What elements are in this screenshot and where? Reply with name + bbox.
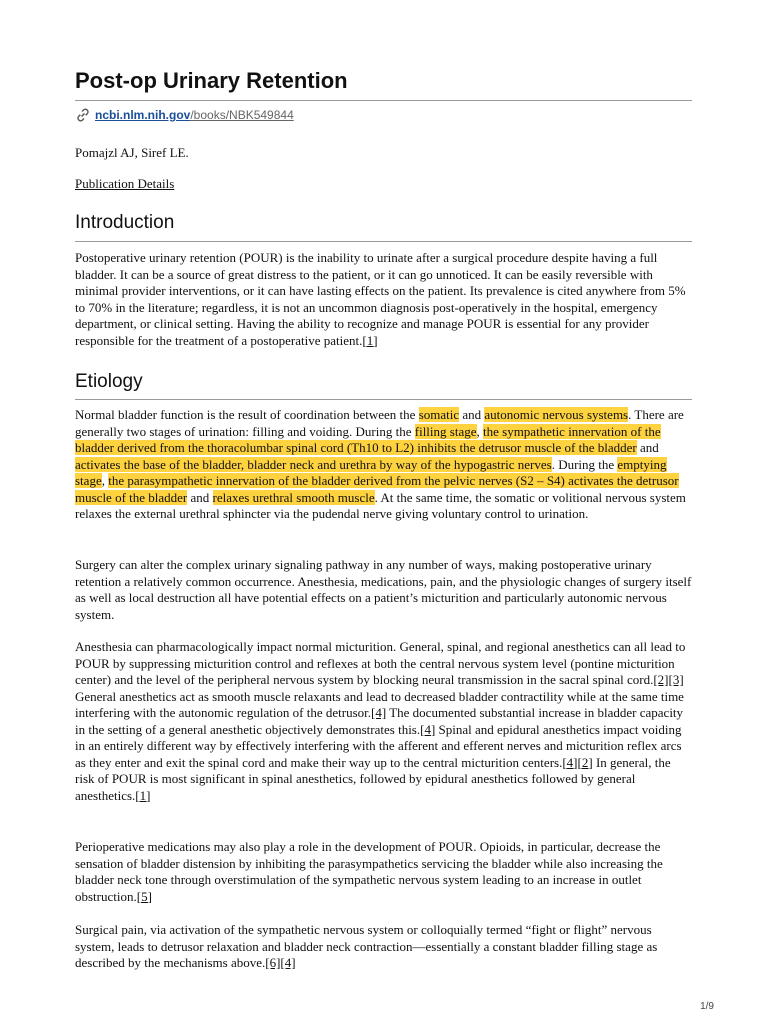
highlighted-text: somatic [418,407,460,422]
source-domain[interactable]: ncbi.nlm.nih.gov [95,108,191,122]
citation-link[interactable]: [2] [653,672,669,687]
source-path[interactable]: /books/NBK549844 [190,108,294,122]
text-run: , [101,473,109,488]
source-link[interactable] [75,107,294,123]
page-number: 1/9 [700,1001,714,1012]
citation-link[interactable]: [2] [577,754,593,770]
citation-link[interactable]: [6] [265,955,281,970]
highlighted-text: filling stage [414,423,477,439]
citation-link[interactable]: [1] [362,332,378,348]
text-run: . During the [551,456,618,472]
text-run: Surgical pain, via activation of the sympathetic nervous system or colloquially termed “fight or flight” nervous system, leads to detrusor relaxation and bladder neck contraction—essentially a constant bladder filling stage as described by the mechanisms above. [75,922,658,970]
highlighted-text: relaxes urethral smooth muscle [212,489,375,505]
publication-details-link[interactable]: Publication Details [75,176,175,191]
etiology-paragraph-4 [75,839,692,905]
text-run: Anesthesia can pharmacologically impact normal micturition. General, spinal, and regional anesthetics can all lead to POUR by suppressing micturition control and reflexes at both the central nervous system level (pontine micturition center) and the level of the peripheral nervous system by blocking neural transmission in the sacral spinal cord. [75,639,686,687]
text-run: Perioperative medications may also play a role in the development of POUR. Opioids, in particular, decrease the sensation of bladder distension by inhibiting the parasympathetics servicing the bladder while also increasing the bladder neck tone through overstimulation of the sympathetic nervous system leading to an increase in outlet obstruction. [75,839,663,904]
text-run: and [459,407,485,422]
highlighted-text: the parasympathetic innervation of the bladder derived from the pelvic nerves (S2 – S4) activates the detrusor muscle of the bladder [75,473,679,505]
highlighted-text: the sympathetic innervation of the bladder derived from the thoracolumbar spinal cord (Th10 to L2) inhibits the detrusor muscle of the bladder [75,423,661,455]
citation-link[interactable]: [4] [280,955,296,970]
citation-link[interactable]: [4] [420,721,436,737]
citation-link[interactable]: [3] [668,672,684,687]
text-run: Normal bladder function is the result of coordination between the [75,407,419,422]
citation-link[interactable]: [1] [135,787,151,803]
section-heading-introduction: Introduction [75,212,175,233]
title-divider [75,100,692,101]
intro-text: Postoperative urinary retention (POUR) is the inability to urinate after a surgical procedure despite having a full bladder. It can be a source of great distress to the patient, or it can go unnoticed. It can be easily reversible with minimal provider interventions, or it can have lasting effects on the patient. Its prevalence is cited anywhere from 5% to 70% in the literature; regardless, it is not an uncommon diagnosis post-operatively in the hospital, emergency department, or clinical setting. Having the ability to recognize and manage POUR is essential for any provider responsible for the treatment of a postoperative patient. [75,250,686,348]
etiology-paragraph-2: Surgery can alter the complex urinary signaling pathway in any number of ways, making postoperative urinary retention a relatively common occurrence. Anesthesia, medications, pain, and the physiologic changes of surgery itself as well as local destruction all have potential effects on a patient’s micturition and particularly autonomic nervous system. [75,557,692,622]
section-heading-etiology: Etiology [75,371,143,392]
text-run: In general, the risk of POUR is most significant in spinal anesthetics, followed by epidural anesthetics followed by general anesthetics. [75,754,671,803]
highlighted-text: activates the base of the bladder, bladder neck and urethra by way of the hypogastric nerves [75,456,552,472]
etiology-divider [75,399,692,400]
etiology-paragraph-3 [75,639,692,804]
text-run: The documented substantial increase in bladder capacity in the setting of a general anesthetic objectively demonstrates this. [75,705,684,737]
citation-link[interactable]: [5] [136,888,152,904]
page-title: Post-op Urinary Retention [75,68,348,93]
citation-link[interactable]: [4] [562,754,578,770]
text-run: Spinal and epidural anesthetics impact voiding in an entirely different way by effectively interfering with the afferent and efferent nerves and micturition reflex arcs as they enter and exit the spinal cord and make their way up to the central micturition centers. [75,721,682,770]
highlighted-text: emptying stage [75,456,667,488]
intro-paragraph [75,250,692,349]
text-run: , [476,423,483,439]
text-run: . There are generally two stages of urination: filling and voiding. During the [75,407,684,439]
text-run: and [636,440,659,455]
introduction-divider [75,241,692,242]
authors: Pomajzl AJ, Siref LE. [75,145,189,160]
etiology-paragraph-1 [75,407,692,523]
link-icon [75,107,91,123]
text-run: . At the same time, the somatic or volitional nervous system relaxes the external urethral sphincter via the pudendal nerve giving voluntary control to urination. [75,489,686,521]
text-run: and [187,489,213,505]
text-run: General anesthetics act as smooth muscle relaxants and lead to decreased bladder contractility while at the same time interfering with the autonomic regulation of the detrusor. [75,688,684,720]
highlighted-text: autonomic nervous systems [484,407,629,422]
etiology-paragraph-5 [75,922,692,972]
citation-link[interactable]: [4] [371,705,387,720]
